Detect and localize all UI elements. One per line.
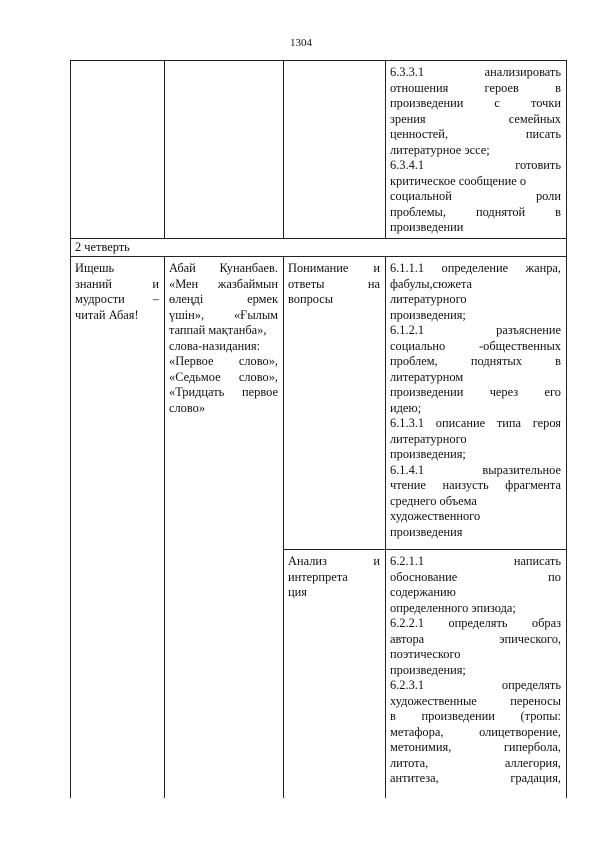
- objectives-cell-analysis: [390, 554, 561, 787]
- row-divider-1: [70, 238, 567, 239]
- text-line: чтение наизусть фрагмента: [390, 478, 561, 492]
- text-line: знаний и: [75, 276, 159, 291]
- text-line: метонимия, гипербола,: [390, 740, 561, 754]
- text-line: произведения;: [390, 447, 466, 461]
- text-line: «Мен жазбаймын: [169, 276, 278, 291]
- table-border-left: [70, 60, 71, 798]
- text-line: 6.1.1.1 определение жанра,: [390, 261, 561, 275]
- text-line: социальной роли: [390, 189, 561, 203]
- text-line: литературного: [390, 292, 467, 306]
- text-line: өлеңді ермек: [169, 292, 278, 306]
- text-line: литота, аллегория,: [390, 755, 561, 770]
- table-border-right: [566, 60, 567, 798]
- col-divider-1b: [164, 256, 165, 798]
- text-line: социально -общественных: [390, 338, 561, 353]
- text-line: слово»: [169, 400, 206, 415]
- text-line: отношения героев в: [390, 80, 561, 95]
- text-line: ценностей, писать: [390, 127, 561, 141]
- text-line: художественного: [390, 509, 481, 523]
- text-line: вопросы: [288, 292, 334, 306]
- text-line: 6.2.2.1 определять образ: [390, 616, 561, 630]
- text-line: поэтического: [390, 647, 461, 661]
- text-line: литературном: [390, 369, 464, 384]
- skill-cell-understanding: [288, 261, 380, 308]
- text-line: определенного эпизода;: [390, 600, 516, 615]
- text-line: «Седьмое слово»,: [169, 369, 278, 384]
- page-number: 1304: [290, 37, 312, 49]
- text-line: произведении: [390, 220, 464, 234]
- top-row-objectives: [390, 65, 561, 236]
- text-line: интерпрета: [288, 569, 348, 584]
- text-line: зрения семейных: [390, 111, 561, 126]
- text-line: произведении с точки: [390, 96, 561, 110]
- text-line: «Тридцать первое: [169, 385, 278, 399]
- text-line: литературное эссе;: [390, 142, 490, 157]
- text-line: таппай мақтанба»,: [169, 323, 267, 337]
- content-cell: [169, 261, 278, 416]
- text-line: слова-назидания:: [169, 338, 261, 353]
- col-divider-3: [385, 60, 386, 238]
- text-line: читай Абая!: [75, 307, 139, 322]
- col-divider-3b: [385, 256, 386, 798]
- text-line: 6.2.3.1 определять: [390, 678, 561, 692]
- quarter-label: 2 четверть: [75, 240, 130, 254]
- skill-cell-analysis: [288, 554, 380, 601]
- text-line: художественные переносы: [390, 693, 561, 708]
- text-line: Абай Кунанбаев.: [169, 261, 278, 275]
- text-line: критическое сообщение о: [390, 173, 527, 188]
- objectives-cell-understanding: [390, 261, 561, 540]
- text-line: произведении через его: [390, 385, 561, 399]
- col-divider-2b: [283, 256, 284, 798]
- text-line: 6.1.3.1 описание типа героя: [390, 416, 561, 430]
- text-line: 6.3.3.1 анализировать: [390, 65, 561, 79]
- text-line: 6.2.1.1 написать: [390, 554, 561, 568]
- text-line: ция: [288, 585, 307, 599]
- text-line: произведения: [390, 524, 463, 539]
- text-line: среднего объема: [390, 493, 477, 508]
- text-line: произведения;: [390, 307, 466, 322]
- text-line: автора эпического,: [390, 631, 561, 646]
- text-line: мудрости –: [75, 292, 159, 306]
- text-line: содержанию: [390, 585, 456, 599]
- text-line: 6.1.2.1 разъяснение: [390, 323, 561, 337]
- text-line: обоснование по: [390, 569, 561, 584]
- col-divider-2: [283, 60, 284, 238]
- text-line: 6.3.4.1 готовить: [390, 158, 561, 172]
- table-border-top: [70, 60, 567, 61]
- text-line: произведения;: [390, 662, 466, 677]
- text-line: ответы на: [288, 276, 380, 291]
- text-line: метафора, олицетворение,: [390, 724, 561, 739]
- text-line: в произведении (тропы:: [390, 709, 561, 723]
- text-line: 6.1.4.1 выразительное: [390, 462, 561, 477]
- section-cell: [75, 261, 159, 323]
- row-divider-3: [283, 549, 567, 550]
- text-line: Понимание и: [288, 261, 380, 275]
- text-line: «Первое слово»,: [169, 354, 278, 368]
- row-divider-2: [70, 256, 567, 257]
- col-divider-1: [164, 60, 165, 238]
- text-line: антитеза, градация,: [390, 771, 561, 785]
- text-line: үшін», «Ғылым: [169, 307, 278, 322]
- text-line: проблемы, поднятой в: [390, 204, 561, 219]
- text-line: проблем, поднятых в: [390, 354, 561, 368]
- text-line: идею;: [390, 400, 422, 415]
- text-line: Анализ и: [288, 554, 380, 568]
- text-line: Ищешь: [75, 261, 115, 275]
- text-line: литературного: [390, 431, 467, 446]
- text-line: фабулы,сюжета: [390, 276, 473, 291]
